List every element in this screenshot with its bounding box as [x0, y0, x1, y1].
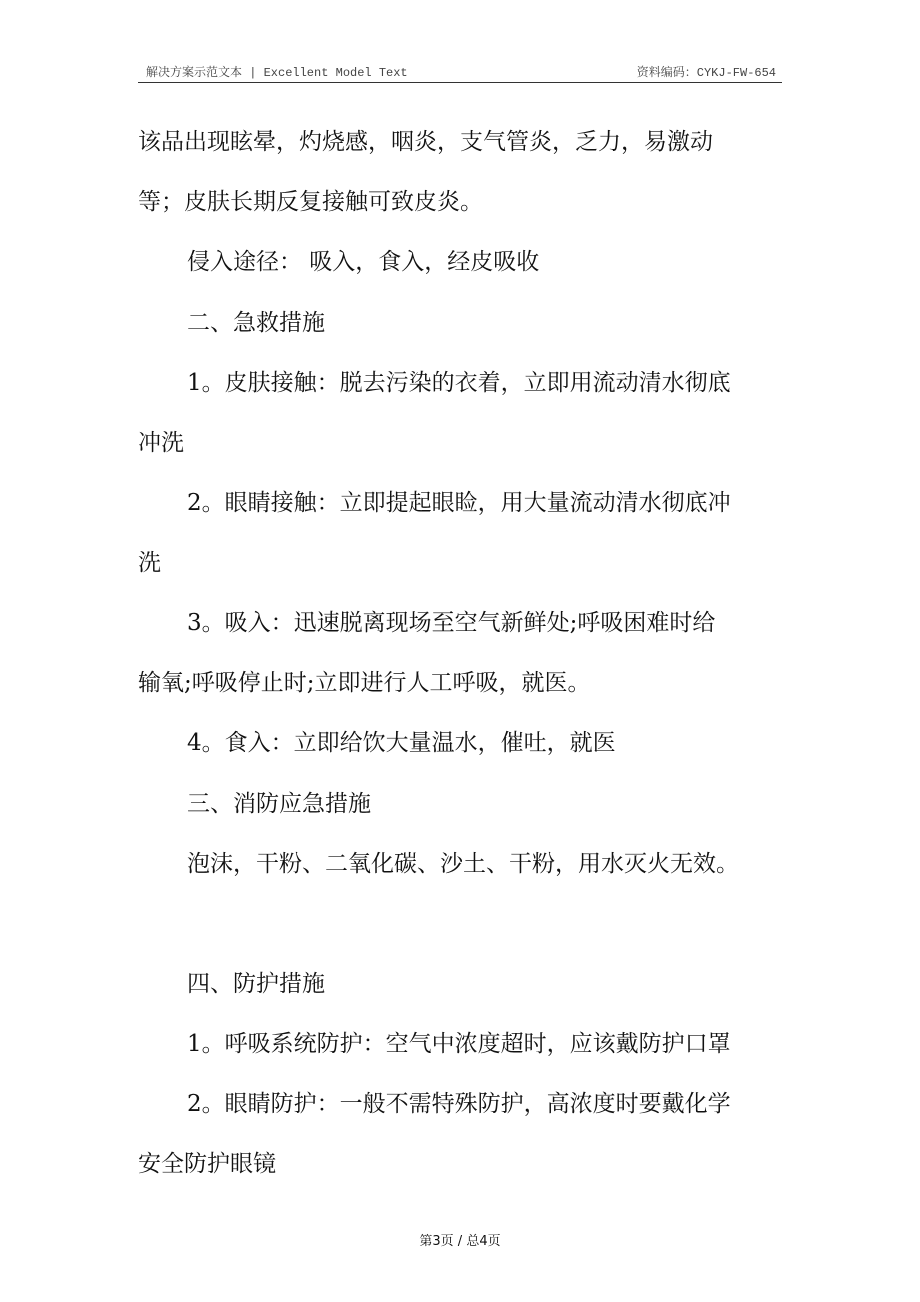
- body-line: 冲洗: [138, 430, 184, 456]
- body-line: 泡沫，干粉、二氧化碳、沙土、干粉，用水灭火无效。: [187, 851, 739, 877]
- body-line: 1。皮肤接触：脱去污染的衣着，立即用流动清水彻底: [187, 370, 731, 396]
- body-line: 2。眼睛接触：立即提起眼睑，用大量流动清水彻底冲: [187, 490, 731, 516]
- body-line: 洗: [138, 550, 161, 576]
- page-number: 第3页 / 总4页: [419, 1234, 501, 1249]
- header-left-text: 解决方案示范文本 | Excellent Model Text: [146, 66, 408, 80]
- document-code: 资料编码：CYKJ-FW-654: [636, 66, 776, 80]
- body-line: 等；皮肤长期反复接触可致皮炎。: [138, 189, 483, 215]
- section-heading: 三、消防应急措施: [187, 791, 371, 817]
- body-line: 输氧;呼吸停止时;立即进行人工呼吸，就医。: [138, 670, 591, 696]
- body-line: 2。眼睛防护：一般不需特殊防护，高浓度时要戴化学: [187, 1091, 731, 1117]
- page-header: [138, 60, 782, 83]
- body-line: 该品出现眩晕，灼烧感，咽炎，支气管炎，乏力，易激动: [138, 129, 713, 155]
- page-footer: [0, 1230, 920, 1249]
- body-line: 侵入途径： 吸入，食入，经皮吸收: [187, 249, 540, 275]
- section-heading: 二、急救措施: [187, 310, 325, 336]
- body-line: 安全防护眼镜: [138, 1151, 276, 1177]
- body-line: 3。吸入：迅速脱离现场至空气新鲜处;呼吸困难时给: [187, 610, 716, 636]
- section-heading: 四、防护措施: [187, 971, 325, 997]
- body-line: 1。呼吸系统防护：空气中浓度超时，应该戴防护口罩: [187, 1031, 731, 1057]
- body-line: 4。食入：立即给饮大量温水，催吐，就医: [187, 730, 616, 756]
